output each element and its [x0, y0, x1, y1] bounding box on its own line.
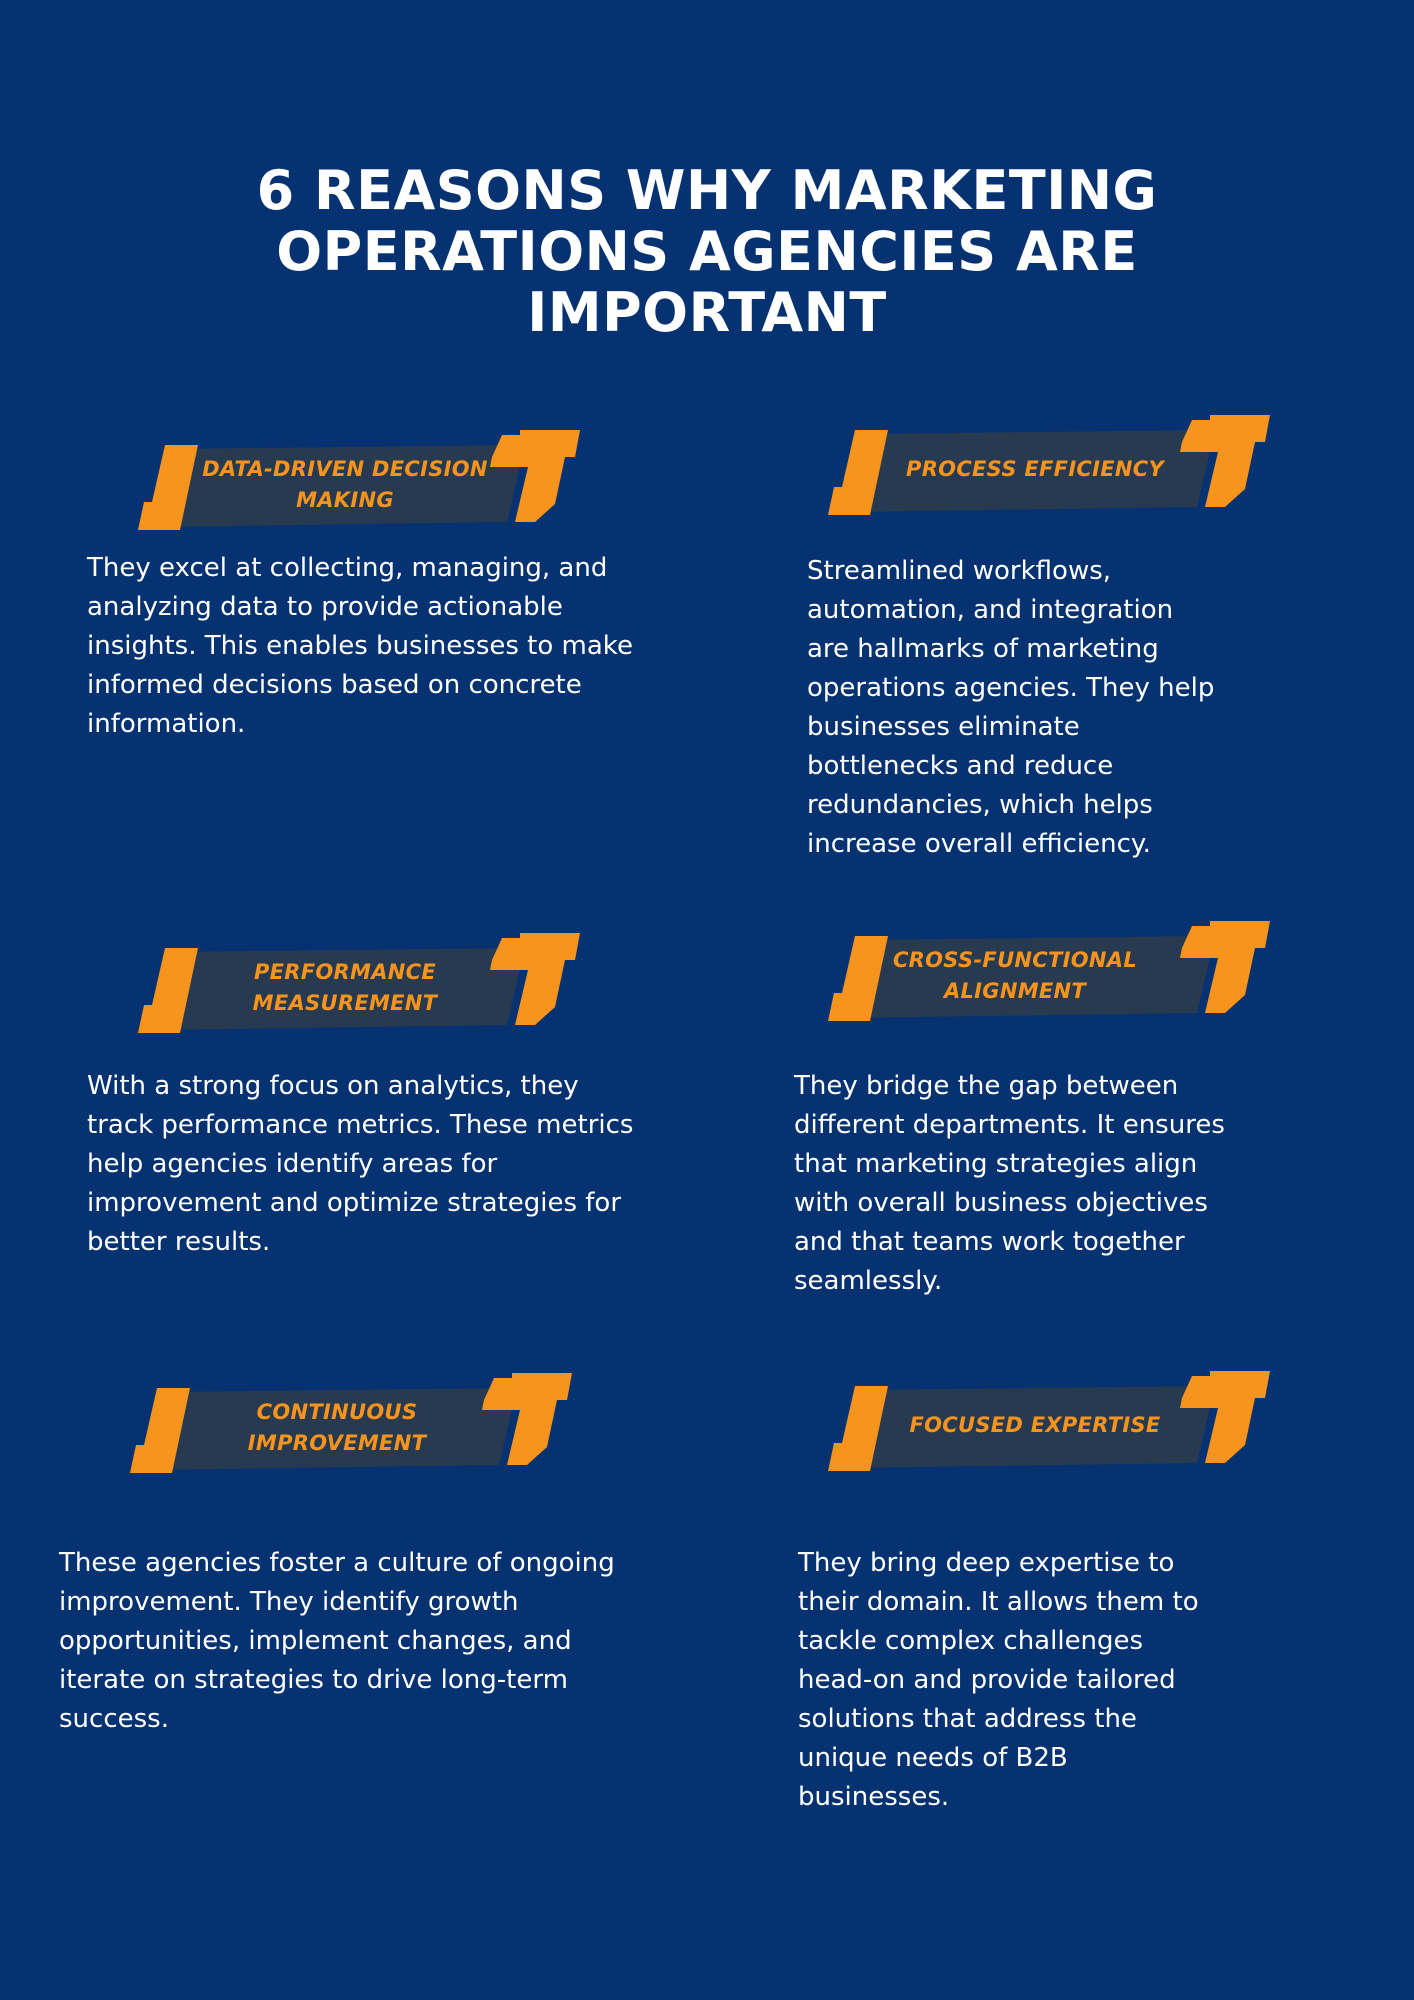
reason-3-heading: PERFORMANCE MEASUREMENT	[252, 959, 438, 1015]
reason-5-ribbon	[102, 1370, 572, 1485]
reason-1-ribbon	[110, 427, 580, 542]
reason-2-ribbon	[800, 412, 1270, 527]
reason-6-description: They bring deep expertise to their domain. It allows them to tackle complex challenges head-on and provide tailored solutions that address the unique needs of B2B businesses.	[798, 1548, 1199, 1812]
reason-2-description: Streamlined workflows, automation, and integration are hallmarks of marketing operations agencies. They help businesses eliminate bottlenecks and reduce redundancies, which helps increase overall efficiency.	[807, 556, 1215, 859]
reason-4-heading: CROSS-FUNCTIONAL ALIGNMENT	[892, 947, 1138, 1003]
reason-1-heading: DATA-DRIVEN DECISION MAKING	[202, 456, 488, 512]
reason-4-ribbon	[800, 918, 1270, 1033]
reason-3-description: With a strong focus on analytics, they track performance metrics. These metrics help agencies identify areas for improvement and optimize strategies for better results.	[87, 1071, 634, 1257]
reason-5-description: These agencies foster a culture of ongoing improvement. They identify growth opportunities, implement changes, and iterate on strategies to drive long-term success.	[59, 1548, 615, 1734]
reason-6-heading: FOCUSED EXPERTISE	[909, 1413, 1161, 1437]
page-title: 6 REASONS WHY MARKETING OPERATIONS AGENCIES ARE IMPORTANT	[256, 159, 1158, 344]
reason-2-heading: PROCESS EFFICIENCY	[906, 457, 1164, 481]
reason-6-ribbon	[800, 1368, 1270, 1483]
reason-1-description: They excel at collecting, managing, and analyzing data to provide actionable insights. This enables businesses to make informed decisions based on concrete information.	[87, 553, 633, 739]
reason-4-description: They bridge the gap between different departments. It ensures that marketing strategies align with overall business objectives and that teams work together seamlessly.	[794, 1071, 1225, 1296]
reason-5-heading: CONTINUOUS IMPROVEMENT	[247, 1399, 427, 1455]
reason-3-ribbon	[110, 930, 580, 1045]
